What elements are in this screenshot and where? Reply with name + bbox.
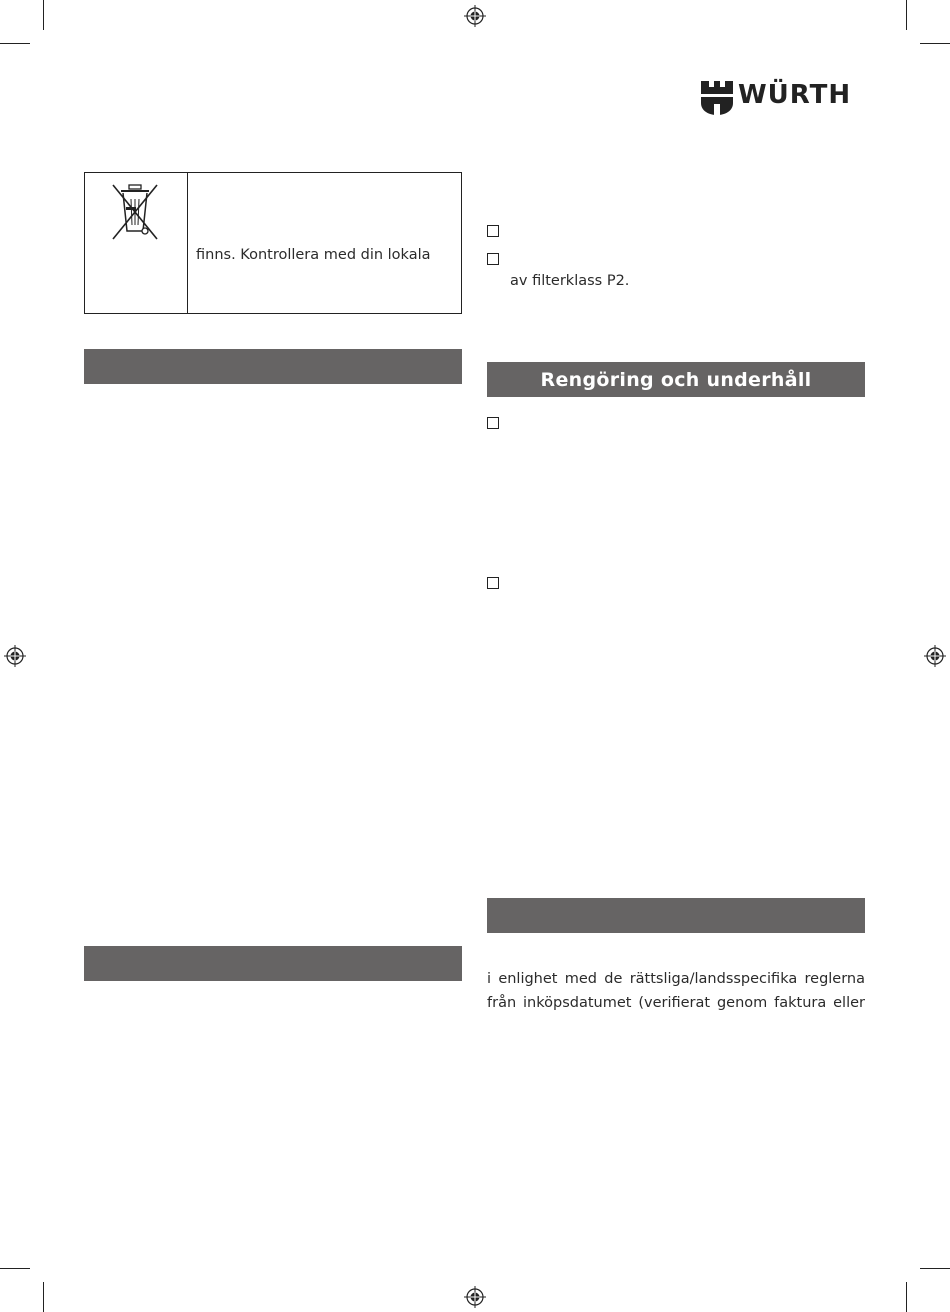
crop-mark: [906, 1282, 907, 1312]
crop-mark: [43, 0, 44, 30]
crop-mark: [0, 43, 30, 44]
warranty-text-line: i enlighet med de rättsliga/landsspecifika reglerna: [487, 971, 865, 987]
registration-mark-icon: [464, 5, 486, 27]
crossed-out-wheelie-bin-icon: [109, 181, 161, 241]
crop-mark: [920, 43, 950, 44]
crop-mark: [920, 1268, 950, 1269]
crop-mark: [0, 1268, 30, 1269]
cleaning-maintenance-heading: [487, 362, 865, 397]
wurth-logo-icon: [700, 80, 734, 116]
list-bullet-box: [487, 225, 499, 237]
box-divider: [187, 173, 188, 313]
registration-mark-icon: [464, 1286, 486, 1308]
section-bar: [84, 946, 462, 981]
wurth-logo: [700, 78, 868, 118]
disposal-text: finns. Kontrollera med din lokala: [196, 247, 431, 263]
wurth-logo-text: WÜRTH: [738, 80, 852, 110]
crop-mark: [906, 0, 907, 30]
list-bullet-box: [487, 577, 499, 589]
list-bullet-box: [487, 253, 499, 265]
list-bullet-box: [487, 417, 499, 429]
registration-mark-icon: [4, 645, 26, 667]
section-bar: [84, 349, 462, 384]
warranty-text-line: från inköpsdatumet (verifierat genom faktura eller: [487, 995, 865, 1011]
disposal-info-box: [84, 172, 462, 314]
section-bar: [487, 898, 865, 933]
filter-class-text: av filterklass P2.: [510, 273, 630, 289]
cleaning-maintenance-heading-label: Rengöring och underhåll: [540, 368, 812, 391]
registration-mark-icon: [924, 645, 946, 667]
crop-mark: [43, 1282, 44, 1312]
